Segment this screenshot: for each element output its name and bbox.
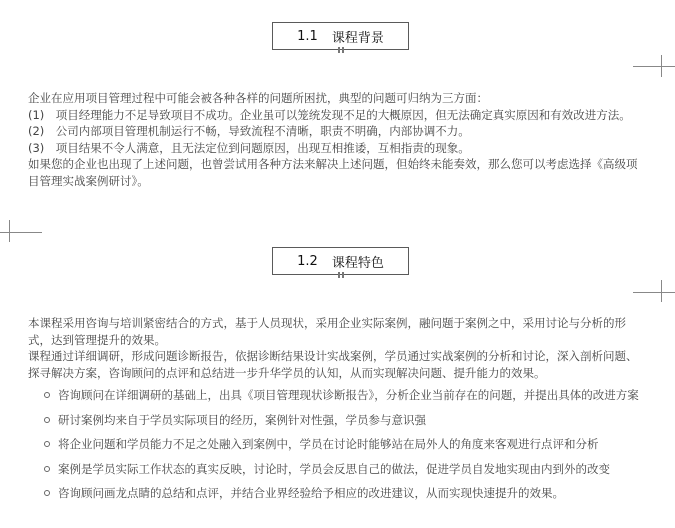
heading-ornament <box>338 47 344 53</box>
paragraph-line: 本课程采用咨询与培训紧密结合的方式，基于人员现状，采用企业实际案例，融问题于案例之中，采用讨论与分析的形式，达到管理提升的效果。 <box>28 316 626 347</box>
paragraph-line: 企业在应用项目管理过程中可能会被各种各样的问题所困扰，典型的问题可归纳为三方面： <box>28 91 488 105</box>
paragraph-line: (2) 公司内部项目管理机制运行不畅，导致流程不清晰，职责不明确，内部协调不力。 <box>28 124 470 139</box>
paragraph-line: (3) 项目结果不令人满意，且无法定位到问题原因，出现互相推诿，互相指责的现象。 <box>28 140 470 155</box>
heading-number: 1.2 <box>297 253 318 269</box>
crop-mark <box>633 292 675 293</box>
list-item: 咨询顾问在详细调研的基础上，出具《项目管理现状诊断报告》，分析企业当前存在的问题，并提出具体的改进方案 <box>40 385 640 405</box>
course-background-text <box>28 90 644 190</box>
list-item: 研讨案例均来自于学员实际项目的经历，案例针对性强，学员参与意识强 <box>40 410 640 430</box>
list-item: 将企业问题和学员能力不足之处融入到案例中，学员在讨论时能够站在局外人的角度来客观进行点评和分析 <box>40 434 640 454</box>
crop-mark <box>661 280 662 302</box>
crop-mark <box>633 66 675 67</box>
section-heading-course-features <box>272 247 409 275</box>
heading-title: 课程背景 <box>331 30 384 46</box>
crop-mark <box>9 220 10 242</box>
crop-mark <box>661 55 662 77</box>
paragraph-line: 课程通过详细调研，形成问题诊断报告，依据诊断结果设计实战案例，学员通过实战案例的分析和讨论，深入剖析问题、探寻解决方案，咨询顾问的点评和总结进一步升华学员的认知，从而实现解决问题、提升能力的效果。 <box>28 349 638 380</box>
list-item: 咨询顾问画龙点睛的总结和点评，并结合业界经验给予相应的改进建议，从而实现快速提升的效果。 <box>40 483 640 503</box>
paragraph-line: (1) 项目经理能力不足导致项目不成功。企业虽可以笼统发现不足的大概原因，但无法确定真实原因和有效改进方法。 <box>28 107 631 122</box>
course-features-text <box>28 315 644 381</box>
list-item: 案例是学员实际工作状态的真实反映，讨论时，学员会反思自己的做法，促进学员自发地实现由内到外的改变 <box>40 459 640 479</box>
heading-title: 课程特色 <box>331 255 384 271</box>
crop-mark <box>0 232 42 233</box>
heading-number: 1.1 <box>297 28 318 44</box>
heading-ornament <box>338 272 344 278</box>
section-heading-course-background <box>272 22 409 50</box>
paragraph-line: 如果您的企业也出现了上述问题，也曾尝试用各种方法来解决上述问题，但始终未能奏效，那么您可以考虑选择《高级项目管理实战案例研讨》。 <box>28 157 638 188</box>
course-features-list <box>40 385 640 508</box>
